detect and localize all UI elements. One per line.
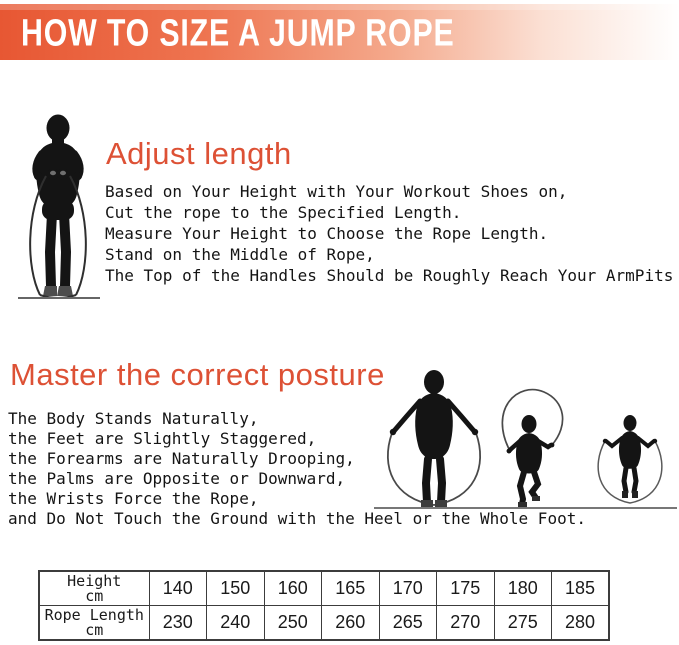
height-value: 175 [437, 571, 495, 606]
rope-length-value: 275 [494, 606, 552, 641]
page-title: HOW TO SIZE A JUMP ROPE [21, 11, 455, 54]
text-line: Based on Your Height with Your Workout Shoes on, [105, 182, 568, 201]
text-line: The Top of the Handles Should be Roughly Reach Your ArmPits [105, 266, 674, 285]
rope-length-value: 280 [552, 606, 610, 641]
height-value: 185 [552, 571, 610, 606]
height-value: 165 [322, 571, 380, 606]
rope-length-value: 265 [379, 606, 437, 641]
adjust-length-heading: Adjust length [106, 136, 292, 171]
table-row-rope-length [39, 606, 609, 641]
rope-length-value: 270 [437, 606, 495, 641]
rope-length-value: 260 [322, 606, 380, 641]
jumping-figures-icon [372, 367, 679, 512]
rope-length-row-header: Rope Length cm [39, 606, 149, 641]
text-line: The Body Stands Naturally, [8, 409, 259, 428]
rope-size-table [38, 570, 610, 641]
text-line: Cut the rope to the Specified Length. [105, 203, 462, 222]
height-value: 180 [494, 571, 552, 606]
title-banner [0, 4, 679, 60]
height-value: 170 [379, 571, 437, 606]
posture-heading: Master the correct posture [10, 357, 385, 392]
text-line: the Feet are Slightly Staggered, [8, 429, 317, 448]
height-value: 160 [264, 571, 322, 606]
height-value: 140 [149, 571, 207, 606]
jumper-rope-under-feet-silhouette [598, 415, 662, 503]
table-row-height [39, 571, 609, 606]
text-line: and Do Not Touch the Ground with the Heel or the Whole Foot. [8, 509, 586, 528]
text-line: the Wrists Force the Rope, [8, 489, 259, 508]
standing-on-rope-figure-icon [6, 112, 110, 310]
text-line: Measure Your Height to Choose the Rope Length. [105, 224, 549, 243]
height-value: 150 [207, 571, 265, 606]
text-line: the Palms are Opposite or Downward, [8, 469, 346, 488]
rope-length-value: 230 [149, 606, 207, 641]
height-row-header: Height cm [39, 571, 149, 606]
jumper-rope-down-silhouette [388, 370, 480, 507]
text-line: Stand on the Middle of Rope, [105, 245, 375, 264]
text-line: the Forearms are Naturally Drooping, [8, 449, 355, 468]
jumper-rope-overhead-silhouette [502, 390, 562, 507]
rope-length-value: 250 [264, 606, 322, 641]
rope-length-value: 240 [207, 606, 265, 641]
adjust-length-text [105, 181, 673, 286]
